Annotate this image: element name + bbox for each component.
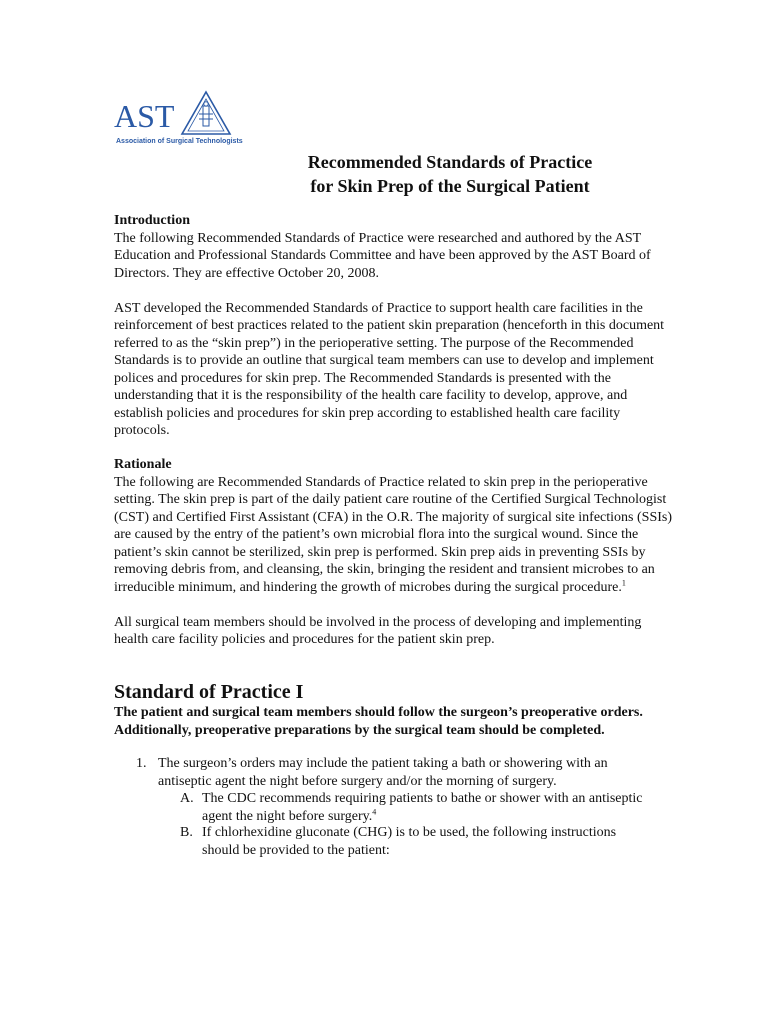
list-item-b-text: If chlorhexidine gluconate (CHG) is to be used, the following instructions should be provided to the patient: [202, 825, 617, 858]
logo-acronym: AST [114, 98, 175, 134]
rationale-section [114, 456, 674, 649]
rationale-paragraph-1-text: The following are Recommended Standards of Practice related to skin prep in the perioperative setting. The skin prep is part of the daily patient care routine of the Certified Surgical Technologist (CST) and Certified First Assistant (CFA) in the O.R. The majority of surgical site infections (SSIs) are caused by the entry of the patient’s own microbial flora into the surgical wound. Since the patient’s skin cannot be sterilized, skin prep is performed. Skin prep aids in preventing SSIs by removing debris from, and cleansing, the skin, bringing the resident and transient microbes to an irreducible minimum, and hindering the growth of microbes during the surgical procedure. [114, 474, 673, 595]
list-item-1-text: The surgeon’s orders may include the patient taking a bath or showering with an antiseptic agent the night before surgery and/or the morning of surgery. [158, 756, 608, 789]
rationale-paragraph-1 [114, 474, 674, 597]
introduction-paragraph-1: The following Recommended Standards of Practice were researched and authored by the AST Education and Professional Standards Committee and have been approved by the AST Board of Directors. They are effective October 20, 2008. [114, 230, 651, 281]
document-title [200, 150, 700, 198]
list-item-a [180, 790, 650, 825]
rationale-heading: Rationale [114, 457, 172, 472]
list-item-b [180, 824, 650, 859]
title-line-1: Recommended Standards of Practice [307, 152, 593, 172]
standard-heading: Standard of Practice I [114, 681, 304, 703]
list-item-b-label: B. [180, 825, 193, 840]
footnote-ref-1: 1 [621, 577, 626, 587]
list-item-a-label: A. [180, 791, 194, 806]
logo-triangle-icon [180, 90, 232, 136]
introduction-paragraph-2: AST developed the Recommended Standards of Practice to support health care facilities in the reinforcement of best practices related to the patient skin preparation (henceforth in this document referred to as the “skin prep”) in the perioperative setting. The purpose of the Recommended Standards is to provide an outline that surgical team members can use to develop and implement polices and procedures for skin prep. The Recommended Standards is presented with the understanding that it is the responsibility of the health care facility to develop, approve, and establish policies and procedures for skin prep according to established health care facility protocols. [114, 300, 665, 438]
list-item-a-text: The CDC recommends requiring patients to bathe or shower with an antiseptic agent the night before surgery. [202, 791, 643, 824]
standard-lead: The patient and surgical team members should follow the surgeon’s preoperative orders. Additionally, preoperative preparations by the surgical team should be completed. [114, 705, 643, 738]
logo-org-name: Association of Surgical Technologists [116, 138, 243, 145]
ast-logo [114, 90, 243, 152]
list-item-a-body [180, 790, 650, 825]
introduction-heading: Introduction [114, 213, 190, 228]
title-line-2: for Skin Prep of the Surgical Patient [310, 176, 590, 196]
list-item-1-number: 1. [136, 756, 147, 771]
introduction-section [114, 212, 674, 440]
footnote-ref-4: 4 [372, 806, 377, 816]
list-item-1 [136, 755, 656, 790]
rationale-paragraph-2: All surgical team members should be involved in the process of developing and implementing health care facility policies and procedures for the patient skin prep. [114, 614, 642, 647]
